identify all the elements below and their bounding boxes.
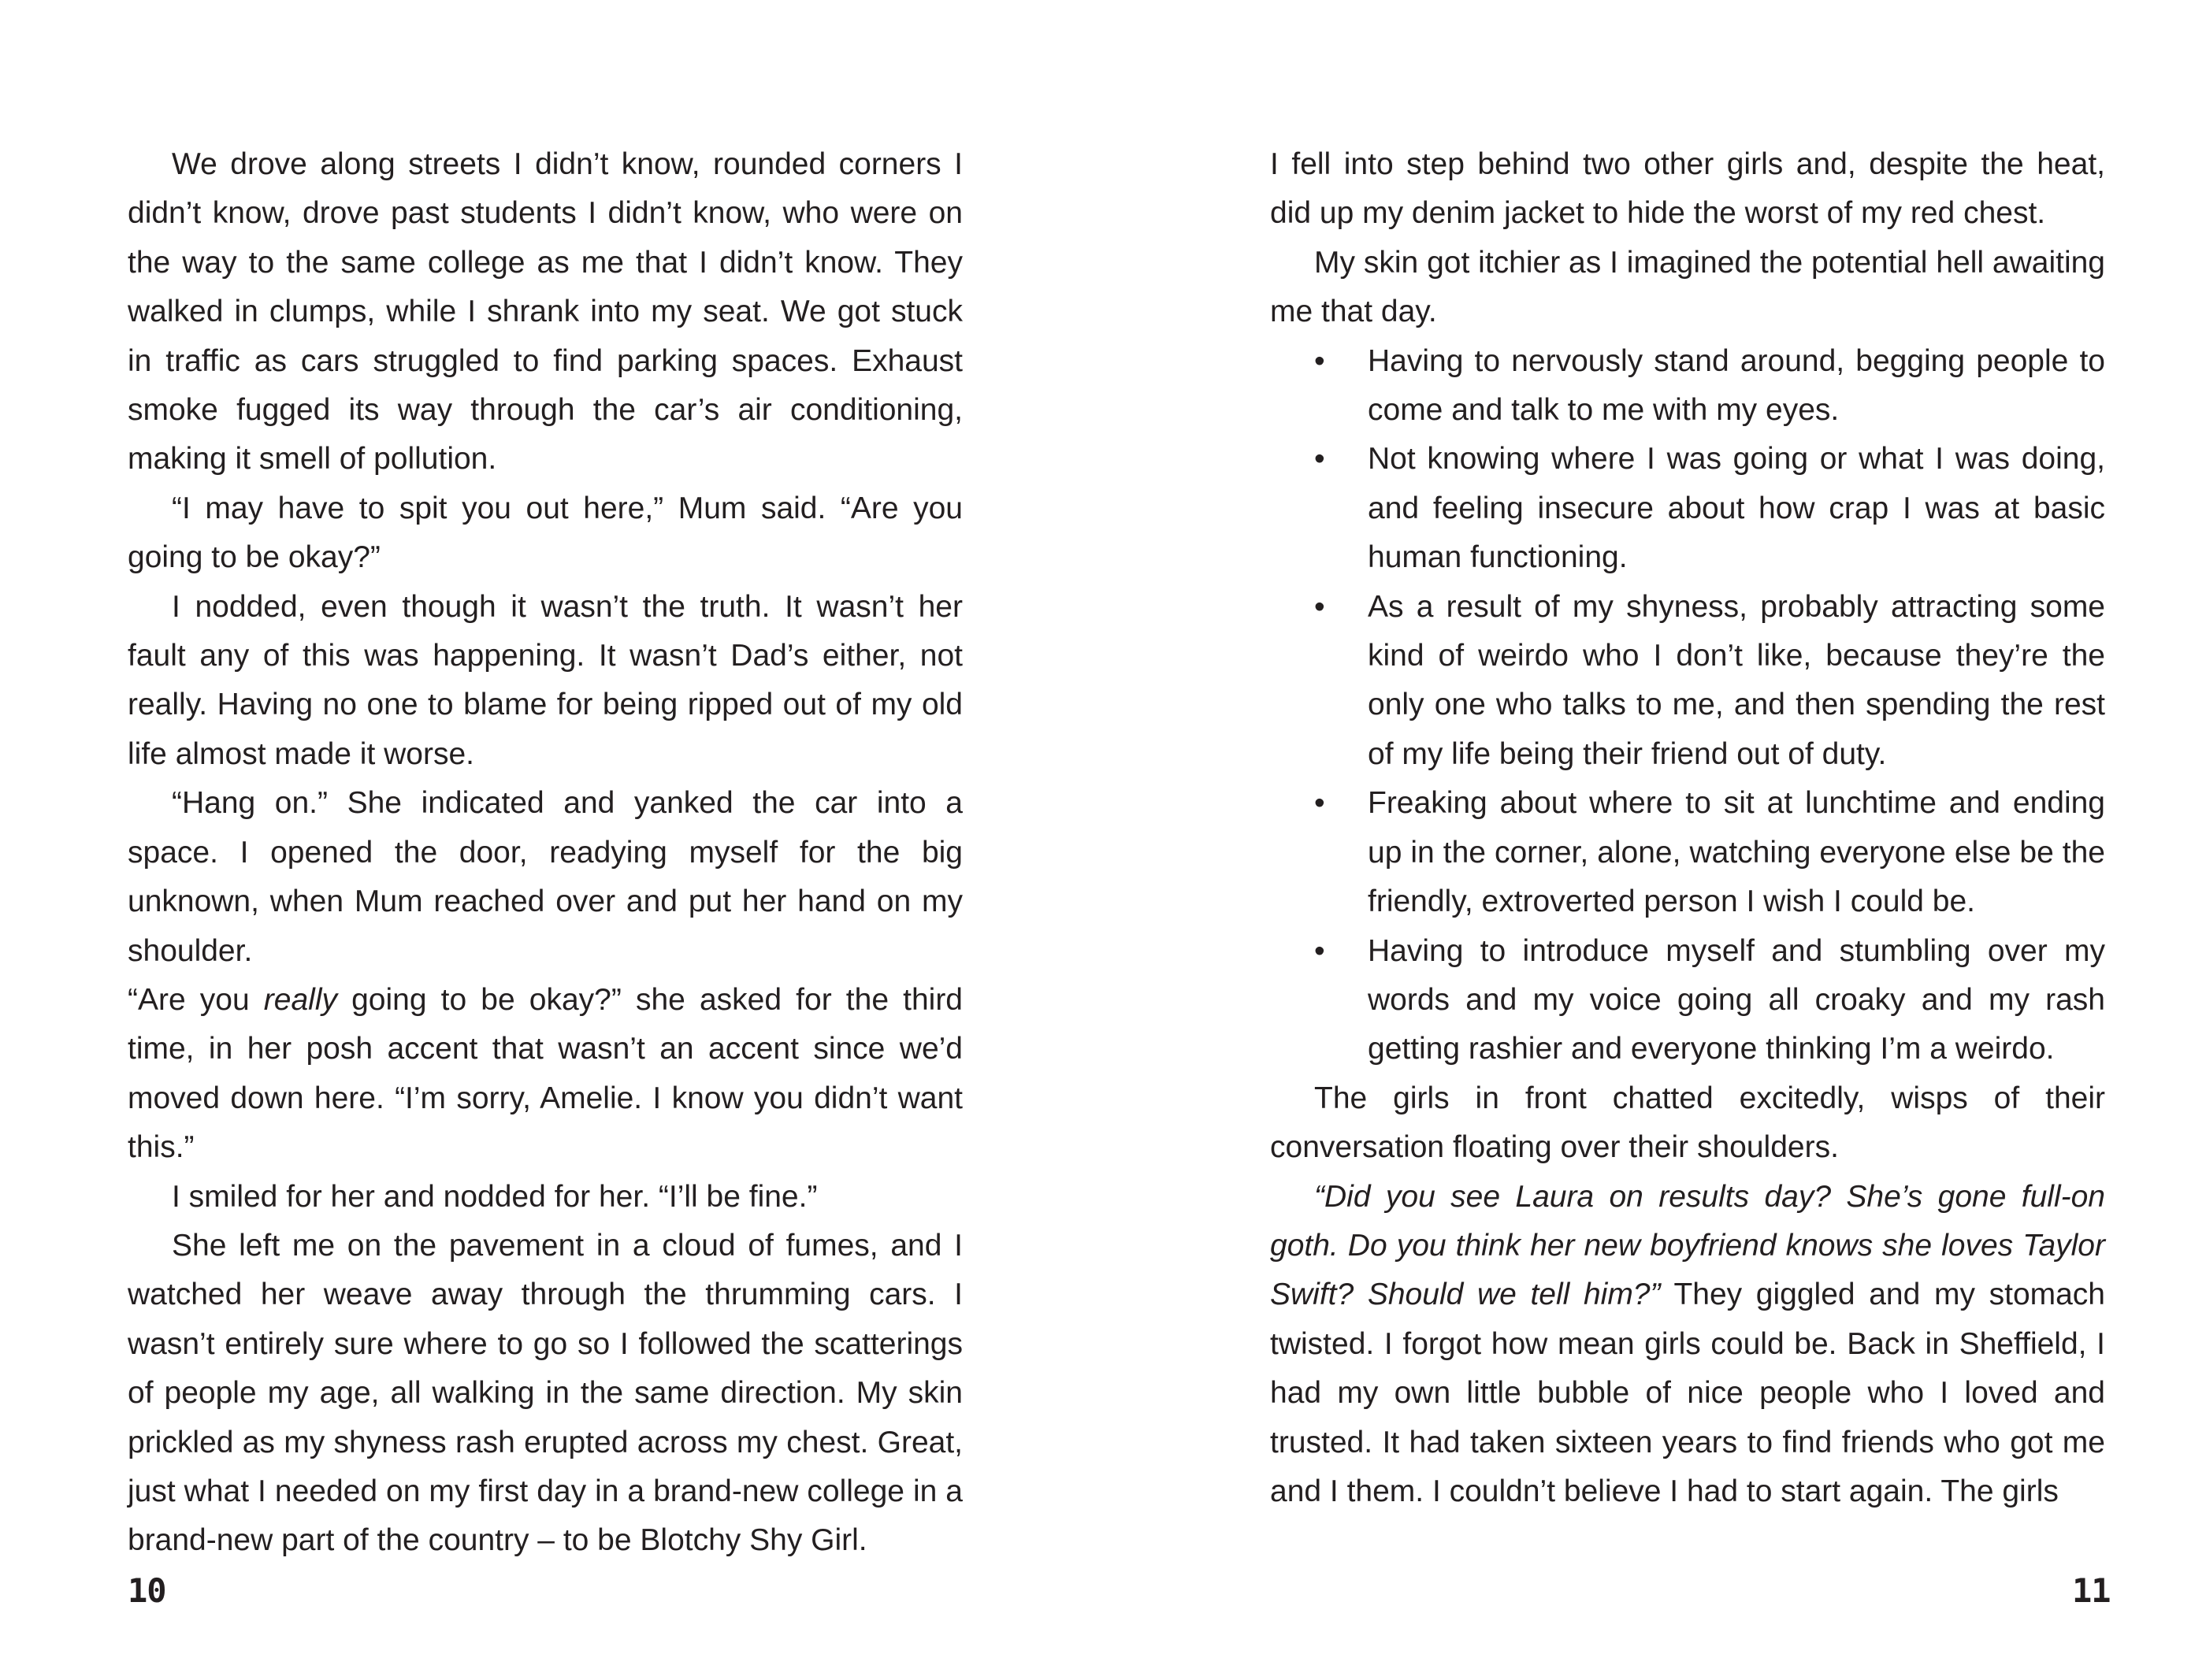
list-item	[1270, 927, 2105, 1074]
paragraph-text: They giggled and my stomach twisted. I forgot how mean girls could be. Back in Sheffield, I had my own little bubble of nice people who I loved and trusted. It had taken sixteen years to find friends who got me and I them. I couldn’t believe I had to start again. The girls	[1270, 1278, 2106, 1508]
bullet-icon: •	[1314, 343, 1325, 378]
bullet-list	[1270, 337, 2105, 1074]
paragraph: I smiled for her and nodded for her. “I’ll be fine.”	[172, 1179, 818, 1214]
list-item	[1270, 583, 2105, 780]
paragraph: She left me on the pavement in a cloud of fumes, and I watched her weave away through the thrumming cars. I wasn’t entirely sure where to go so I followed the scatterings of people my age, all walking in the same direction. My skin prickled as my shyness rash erupted across my chest. Great, just what I needed on my first day in a brand-new college in a brand-new part of the country – to be Blotchy Shy Girl.	[128, 1228, 963, 1558]
right-page-text	[1270, 140, 2105, 1516]
right-page	[1103, 0, 2206, 1680]
list-item-text: Not knowing where I was going or what I was doing, and feeling insecure about how crap I was at basic human functioning.	[1368, 442, 2105, 575]
paragraph: My skin got itchier as I imagined the potential hell awaiting me that day.	[1270, 245, 2105, 329]
paragraph: We drove along streets I didn’t know, rounded corners I didn’t know, drove past students I didn’t know, who were on the way to the same college as me that I didn’t know. They walked in clumps, while I shrank into my seat. We got stuck in traffic as cars struggled to find parking spaces. Exhaust smoke fugged its way through the car’s air conditioning, making it smell of pollution.	[128, 147, 963, 477]
paragraph: I fell into step behind two other girls and, despite the heat, did up my denim jacket to hide the worst of my red chest.	[1270, 147, 2105, 231]
list-item	[1270, 337, 2105, 436]
list-item	[1270, 779, 2105, 926]
list-item-text: As a result of my shyness, probably attracting some kind of weirdo who I don’t like, because they’re the only one who talks to me, and then spending the rest of my life being their friend out of duty.	[1368, 589, 2105, 771]
paragraph	[1270, 1173, 2105, 1517]
bullet-icon: •	[1314, 933, 1325, 968]
paragraph: I nodded, even though it wasn’t the truth. It wasn’t her fault any of this was happening. It wasn’t Dad’s either, not really. Having no one to blame for being ripped out of my old life almost made it worse.	[128, 589, 963, 771]
list-item	[1270, 435, 2105, 582]
list-item-text: Having to introduce myself and stumbling over my words and my voice going all croaky and my rash getting rashier and everyone thinking I’m a weirdo.	[1368, 933, 2105, 1066]
page-number: 11	[2072, 1571, 2111, 1610]
paragraph	[128, 976, 963, 1173]
paragraph-text: going to be okay?” she asked for the third time, in her posh accent that wasn’t an accent since we’d moved down here. “I’m sorry, Amelie. I know you didn’t want this.”	[128, 982, 963, 1165]
paragraph: The girls in front chatted excitedly, wisps of their conversation floating over their shoulders.	[1270, 1081, 2105, 1165]
paragraph: “Hang on.” She indicated and yanked the car into a space. I opened the door, readying myself for the big unknown, when Mum reached over and put her hand on my shoulder.	[128, 786, 963, 968]
paragraph: “I may have to spit you out here,” Mum said. “Are you going to be okay?”	[128, 491, 963, 575]
paragraph-text: “Are you	[128, 982, 264, 1017]
page-number: 10	[128, 1571, 166, 1610]
bullet-icon: •	[1314, 589, 1325, 624]
left-page-text	[128, 140, 963, 1566]
bullet-icon: •	[1314, 442, 1325, 477]
emphasis-text: “Did you see Laura on results day? She’s gone full-on goth. Do you think her new boyfriend knows she loves Taylor Swift? Should we tell him?”	[1270, 1179, 2105, 1312]
list-item-text: Freaking about where to sit at lunchtime and ending up in the corner, alone, watching everyone else be the friendly, extroverted person I wish I could be.	[1368, 786, 2105, 919]
emphasis-text: really	[263, 982, 337, 1017]
bullet-icon: •	[1314, 786, 1325, 821]
list-item-text: Having to nervously stand around, begging people to come and talk to me with my eyes.	[1368, 343, 2105, 428]
